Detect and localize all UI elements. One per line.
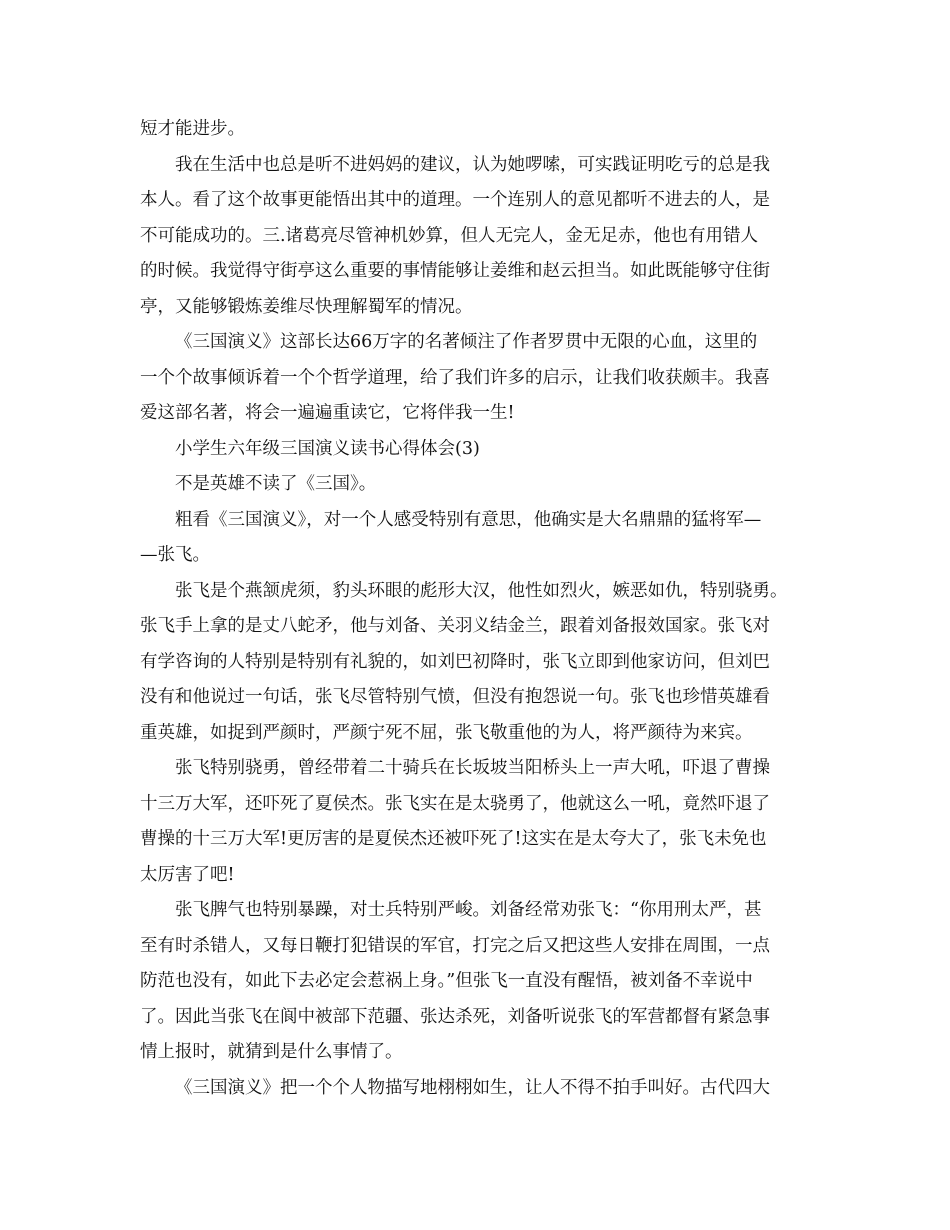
paragraph-first-line: 小学生六年级三国演义读书心得体会(3) bbox=[175, 438, 480, 459]
text-line: 太厉害了吧! bbox=[140, 864, 235, 885]
text-line: 短才能进步。 bbox=[140, 119, 245, 139]
paragraph-first-line: 粗看《三国演义》，对一个人感受特别有意思，他确实是大名鼎鼎的猛将军— bbox=[175, 509, 762, 530]
paragraph-first-line: 张飞特别骁勇，曾经带着二十骑兵在长坂坡当阳桥头上一声大吼，吓退了曹操 bbox=[175, 758, 770, 778]
paragraph-first-line: 张飞脾气也特别暴躁，对士兵特别严峻。刘备经常劝张飞：“你用刑太严，甚 bbox=[175, 900, 762, 920]
text-line: 曹操的十三万大军!更厉害的是夏侯杰还被吓死了!这实在是太夸大了，张飞未免也 bbox=[140, 829, 767, 849]
text-line: 防范也没有，如此下去必定会惹祸上身。”但张飞一直没有醒悟，被刘备不幸说中 bbox=[140, 971, 753, 991]
paragraph-first-line: 《三国演义》这部长达66万字的名著倾注了作者罗贯中无限的心血，这里的 bbox=[175, 332, 758, 352]
paragraph-first-line: 我在生活中也总是听不进妈妈的建议，认为她啰嗦，可实践证明吃亏的总是我 bbox=[175, 154, 770, 175]
paragraph-first-line: 不是英雄不读了《三国》。 bbox=[175, 474, 377, 494]
text-line: 张飞手上拿的是丈八蛇矛，他与刘备、关羽义结金兰，跟着刘备报效国家。张飞对 bbox=[140, 616, 770, 636]
text-line: —张飞。 bbox=[140, 545, 210, 565]
text-line: 有学咨询的人特别是特别有礼貌的，如刘巴初降时，张飞立即到他家访问，但刘巴 bbox=[140, 651, 770, 672]
text-line: 本人。看了这个故事更能悟出其中的道理。一个连别人的意见都听不进去的人，是 bbox=[140, 190, 770, 210]
text-line: 了。因此当张飞在阆中被部下范疆、张达杀死，刘备听说张飞的军营都督有紧急事 bbox=[140, 1006, 770, 1027]
paragraph-first-line: 张飞是个燕颔虎须，豹头环眼的彪形大汉，他性如烈火，嫉恶如仇，特别骁勇。 bbox=[175, 580, 788, 601]
text-line: 重英雄，如捉到严颜时，严颜宁死不屈，张飞敬重他的为人，将严颜待为来宾。 bbox=[140, 722, 753, 743]
text-line: 没有和他说过一句话，张飞尽管特别气愤，但没有抱怨说一句。张飞也珍惜英雄看 bbox=[140, 687, 770, 707]
paragraph-first-line: 《三国演义》把一个个人物描写地栩栩如生，让人不得不拍手叫好。古代四大 bbox=[175, 1077, 770, 1098]
text-line: 不可能成功的。三.诸葛亮尽管神机妙算，但人无完人，金无足赤，他也有用错人 bbox=[140, 225, 759, 246]
text-line: 十三万大军，还吓死了夏侯杰。张飞实在是太骁勇了，他就这么一吼，竟然吓退了 bbox=[140, 793, 770, 814]
text-line: 的时候。我觉得守街亭这么重要的事情能够让姜维和赵云担当。如此既能够守住街 bbox=[140, 261, 770, 281]
text-line: 情上报时，就猜到是什么事情了。 bbox=[140, 1042, 403, 1062]
text-line: 亭，又能够锻炼姜维尽快理解蜀军的情况。 bbox=[140, 296, 473, 317]
document-body bbox=[140, 112, 815, 1106]
text-line: 至有时杀错人，又每日鞭打犯错误的军官，打完之后又把这些人安排在周围，一点 bbox=[140, 935, 770, 956]
text-line: 爱这部名著，将会一遍遍重读它，它将伴我一生! bbox=[140, 403, 515, 423]
text-line: 一个个故事倾诉着一个个哲学道理，给了我们许多的启示，让我们收获颇丰。我喜 bbox=[140, 367, 770, 388]
